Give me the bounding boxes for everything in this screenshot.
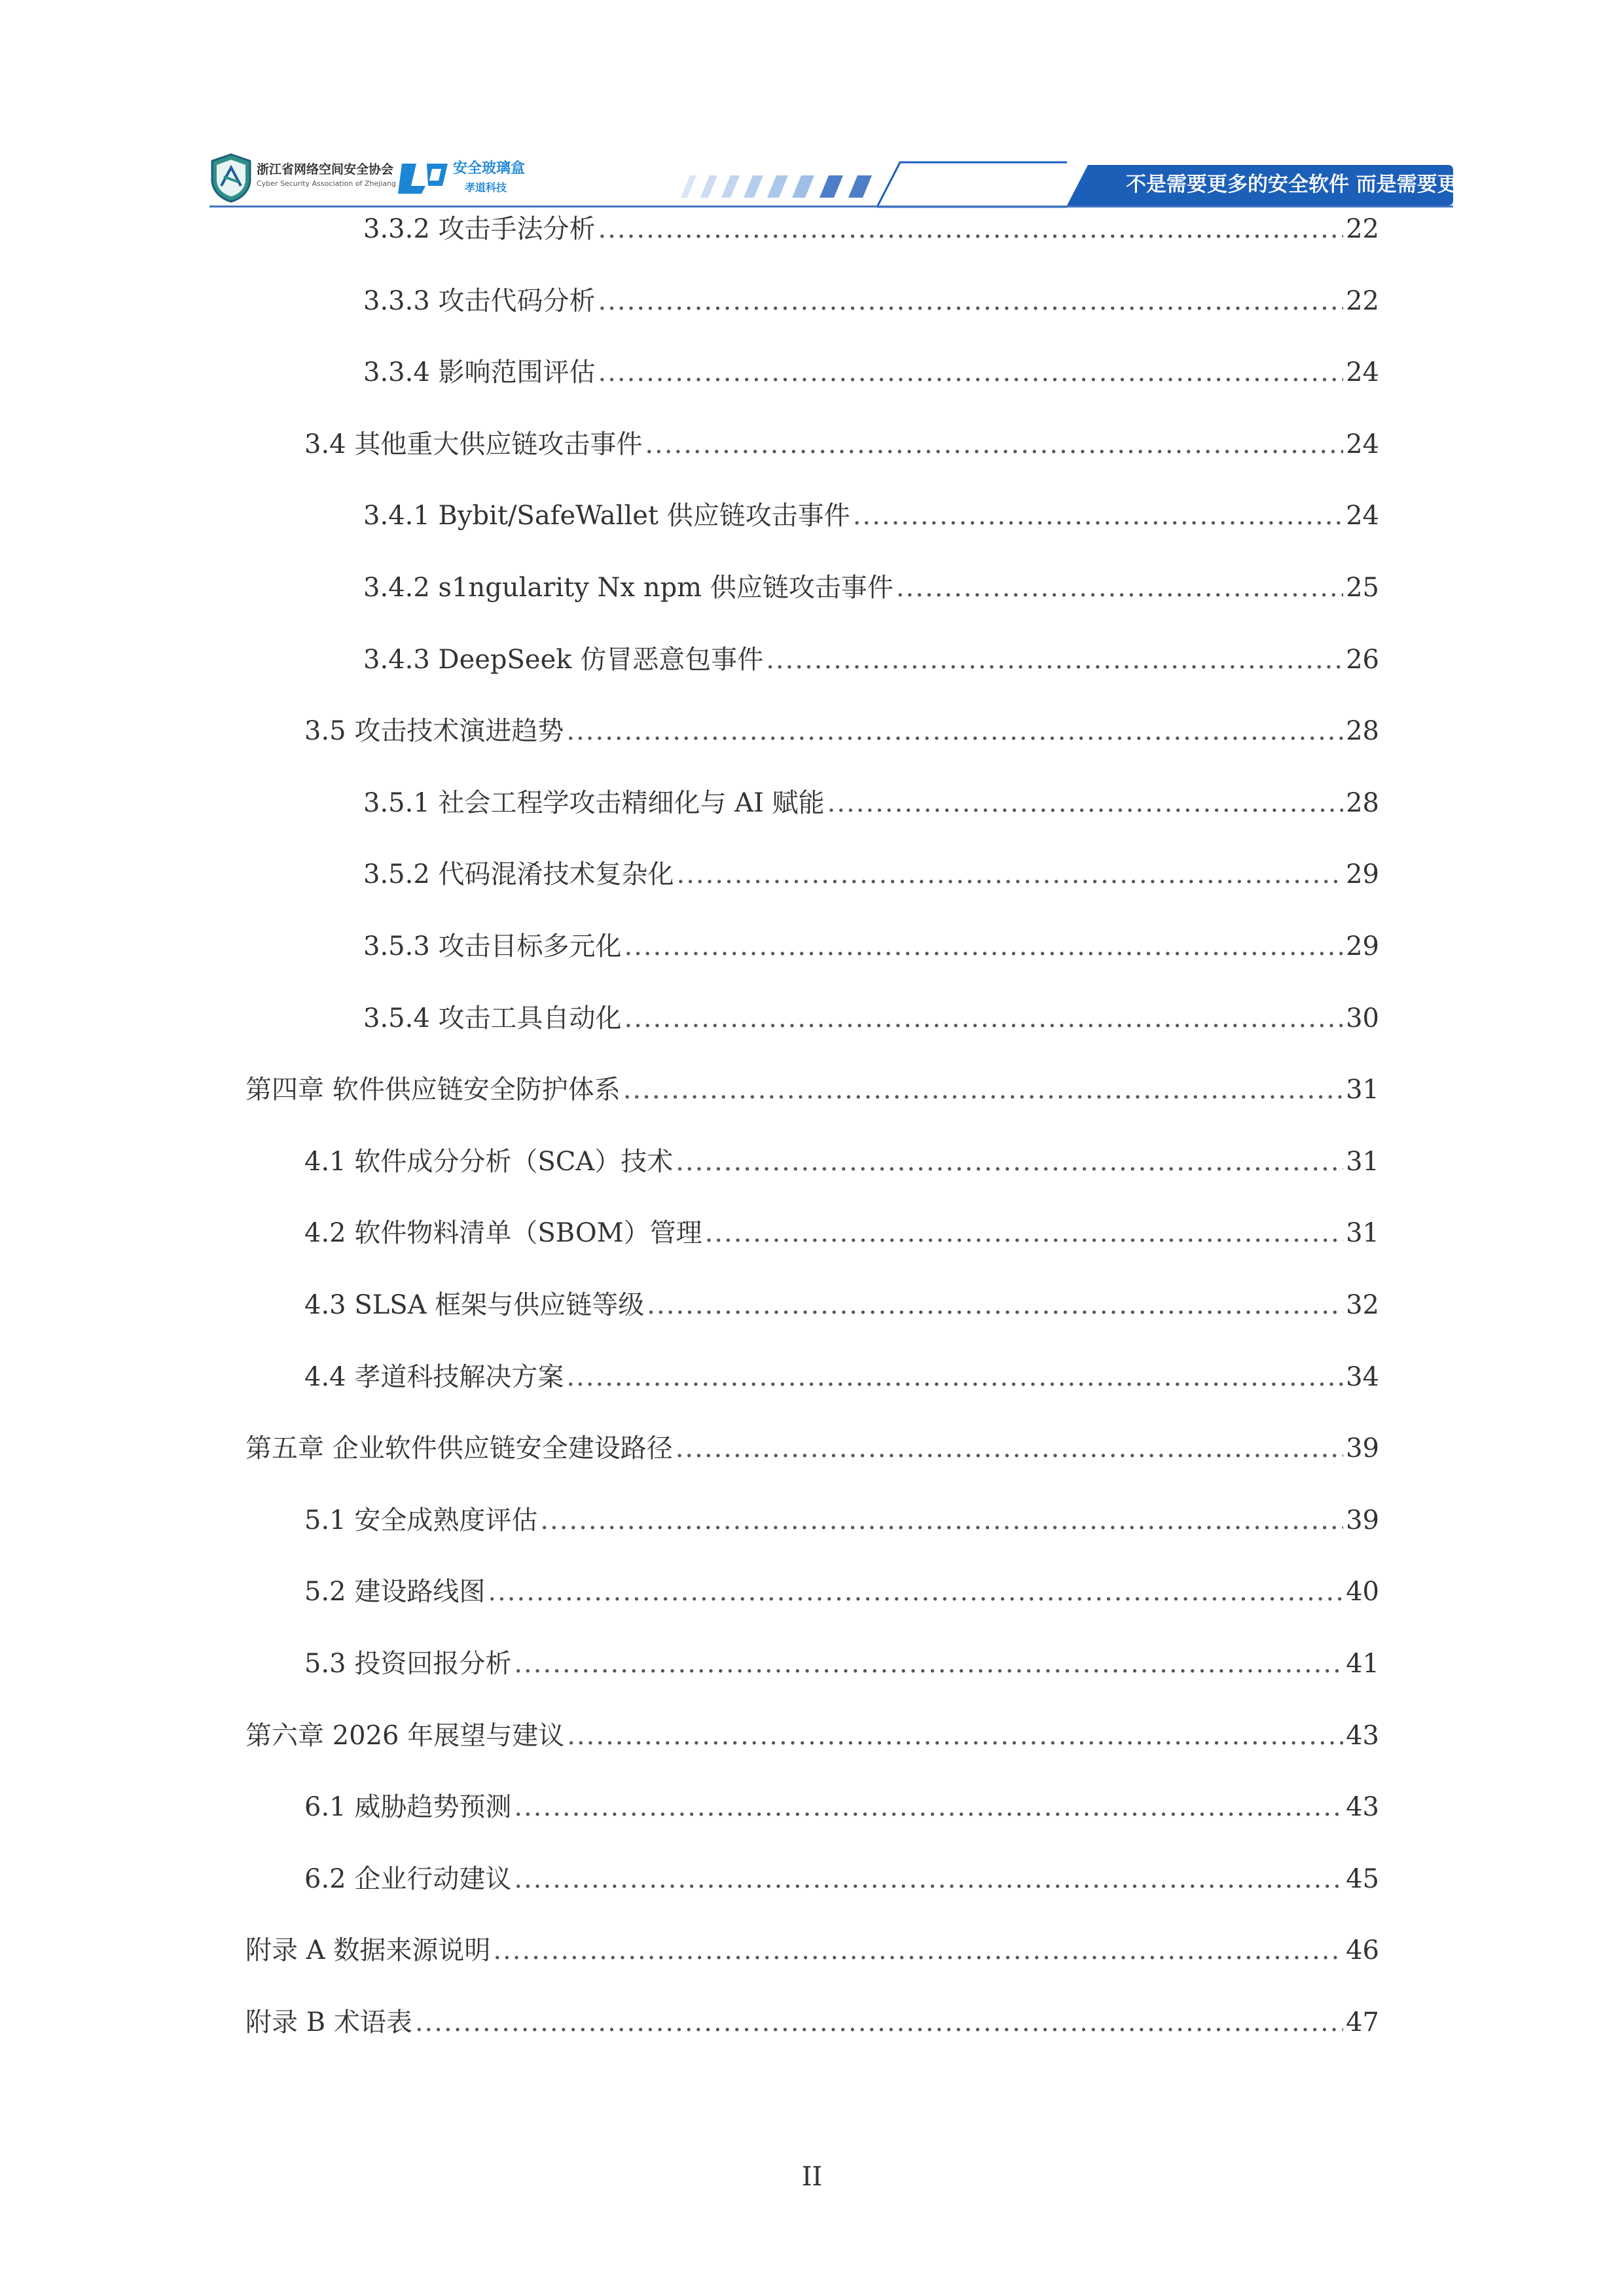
toc-entry-title: 3.5.4 攻击工具自动化 [363, 1003, 622, 1033]
toc-entry[interactable] [304, 425, 1379, 464]
toc-entry-title: 6.1 威胁趋势预测 [304, 1792, 512, 1823]
toc-entry-title: 3.4.2 s1ngularity Nx npm 供应链攻击事件 [363, 573, 893, 603]
toc-leader-dots [598, 353, 1344, 392]
association-shield-icon [209, 153, 253, 203]
toc-leader-dots [647, 1285, 1343, 1325]
toc-entry[interactable] [245, 2003, 1379, 2042]
toc-entry-title: 5.1 安全成熟度评估 [304, 1505, 538, 1535]
toc-leader-dots [415, 2003, 1343, 2042]
toc-entry[interactable] [363, 353, 1379, 392]
toc-entry[interactable] [304, 1859, 1379, 1899]
toc-entry-title: 6.2 企业行动建议 [304, 1863, 512, 1894]
toc-entry-page: 28 [1346, 787, 1379, 818]
toc-entry-page: 29 [1346, 859, 1379, 890]
toc-leader-dots [624, 999, 1344, 1038]
toc-entry-page: 24 [1346, 429, 1379, 459]
toc-entry-page: 45 [1346, 1863, 1379, 1894]
toc-leader-dots [645, 425, 1343, 464]
association-name: 浙江省网络空间安全协会 [257, 162, 394, 177]
toc-leader-dots [676, 1142, 1343, 1181]
toc-entry-title: 附录 A 数据来源说明 [245, 1935, 491, 1966]
toc-entry-page: 47 [1346, 2007, 1379, 2037]
toc-entry-page: 40 [1346, 1577, 1379, 1607]
toc-entry-title: 第四章 软件供应链安全防护体系 [245, 1075, 621, 1105]
toc-entry-page: 24 [1346, 357, 1379, 388]
toc-entry-page: 29 [1346, 931, 1379, 961]
toc-entry-page: 39 [1346, 1433, 1379, 1464]
toc-entry-page: 41 [1346, 1649, 1379, 1679]
toc-entry[interactable] [363, 783, 1379, 823]
toc-entry[interactable] [304, 1142, 1379, 1181]
toc-entry-page: 22 [1346, 285, 1379, 316]
page-header [209, 145, 1559, 208]
toc-entry[interactable] [304, 1357, 1379, 1397]
toc-entry[interactable] [363, 568, 1379, 607]
toc-entry-page: 25 [1346, 573, 1379, 603]
toc-leader-dots [540, 1501, 1343, 1540]
toc-entry-page: 46 [1346, 1935, 1379, 1966]
toc-entry-title: 4.3 SLSA 框架与供应链等级 [304, 1290, 645, 1320]
toc-entry-page: 43 [1346, 1792, 1379, 1823]
toc-leader-dots [566, 1357, 1343, 1397]
toc-entry-page: 30 [1346, 1003, 1379, 1033]
toc-leader-dots [827, 783, 1343, 823]
toc-leader-dots [705, 1213, 1343, 1253]
toc-entry-title: 3.5.3 攻击目标多元化 [363, 931, 622, 961]
toc-entry-page: 39 [1346, 1505, 1379, 1535]
toc-entry-title: 4.1 软件成分分析（SCA）技术 [304, 1146, 674, 1177]
toc-entry[interactable] [245, 1429, 1379, 1468]
toc-leader-dots [514, 1859, 1343, 1899]
toc-entry-page: 32 [1346, 1290, 1379, 1320]
toc-entry-title: 4.4 孝道科技解决方案 [304, 1361, 564, 1392]
toc-leader-dots [493, 1931, 1343, 1970]
decorative-stripes [681, 158, 1067, 208]
header-rule [209, 206, 1453, 207]
toc-leader-dots [567, 1716, 1343, 1755]
toc-entry-title: 4.2 软件物料清单（SBOM）管理 [304, 1218, 702, 1249]
toc-leader-dots [676, 1429, 1343, 1468]
toc-entry[interactable] [363, 496, 1379, 535]
toc-entry[interactable] [304, 1644, 1379, 1683]
toc-entry-title: 3.5.2 代码混淆技术复杂化 [363, 859, 674, 890]
toc-entry-page: 43 [1346, 1720, 1379, 1751]
toc-entry-title: 3.4.1 Bybit/SafeWallet 供应链攻击事件 [363, 501, 850, 531]
toc-entry[interactable] [363, 640, 1379, 679]
toc-entry-title: 第五章 企业软件供应链安全建设路径 [245, 1433, 673, 1464]
toc-leader-dots [514, 1787, 1343, 1827]
toc-entry-title: 3.3.2 攻击手法分析 [363, 214, 596, 244]
toc-entry-title: 第六章 2026 年展望与建议 [245, 1720, 565, 1751]
toc-entry[interactable] [304, 1572, 1379, 1611]
company-logo-icon [397, 160, 449, 198]
toc-leader-dots [514, 1644, 1343, 1683]
company-name: 安全玻璃盒 [453, 160, 526, 177]
toc-entry[interactable] [245, 1716, 1379, 1755]
toc-entry[interactable] [363, 281, 1379, 321]
toc-entry-page: 28 [1346, 716, 1379, 747]
toc-entry[interactable] [304, 711, 1379, 751]
toc-entry-page: 31 [1346, 1218, 1379, 1249]
toc-entry[interactable] [363, 209, 1379, 249]
toc-entry[interactable] [304, 1501, 1379, 1540]
toc-entry-title: 3.3.4 影响范围评估 [363, 357, 596, 388]
toc-entry-title: 3.5 攻击技术演进趋势 [304, 716, 564, 747]
toc-leader-dots [598, 209, 1344, 249]
toc-entry-page: 22 [1346, 214, 1379, 244]
toc-entry-title: 5.3 投资回报分析 [304, 1649, 512, 1679]
toc-entry-title: 5.2 建设路线图 [304, 1577, 486, 1607]
toc-entry[interactable] [304, 1787, 1379, 1827]
toc-leader-dots [853, 496, 1343, 535]
toc-entry-title: 附录 B 术语表 [245, 2007, 412, 2037]
toc-entry-page: 31 [1346, 1075, 1379, 1105]
toc-entry-page: 34 [1346, 1361, 1379, 1392]
toc-entry-page: 24 [1346, 501, 1379, 531]
toc-entry-title: 3.5.1 社会工程学攻击精细化与 AI 赋能 [363, 787, 825, 818]
toc-entry-page: 26 [1346, 644, 1379, 675]
toc-leader-dots [624, 927, 1344, 966]
toc-entry[interactable] [363, 855, 1379, 894]
toc-entry-title: 3.4 其他重大供应链攻击事件 [304, 429, 643, 459]
toc-leader-dots [896, 568, 1343, 607]
toc-leader-dots [623, 1070, 1343, 1109]
toc-leader-dots [766, 640, 1343, 679]
toc-entry[interactable] [363, 999, 1379, 1038]
toc-leader-dots [677, 855, 1344, 894]
page-number: II [801, 2162, 823, 2192]
toc-entry-page: 31 [1346, 1146, 1379, 1177]
toc-entry[interactable] [363, 927, 1379, 966]
toc-entry-title: 3.3.3 攻击代码分析 [363, 285, 596, 316]
toc-leader-dots [598, 281, 1344, 321]
toc-entry[interactable] [245, 1931, 1379, 1970]
company-subname: 孝道科技 [465, 181, 507, 194]
toc-entry[interactable] [304, 1285, 1379, 1325]
toc-entry[interactable] [245, 1070, 1379, 1109]
toc-entry[interactable] [304, 1213, 1379, 1253]
slogan-text: 不是需要更多的安全软件 而是需要更安全的软件 [1126, 173, 1559, 196]
association-name-en: Cyber Security Association of Zhejiang [257, 179, 396, 188]
toc-leader-dots [488, 1572, 1343, 1611]
toc-entry-title: 3.4.3 DeepSeek 仿冒恶意包事件 [363, 644, 764, 675]
toc-leader-dots [566, 711, 1343, 751]
